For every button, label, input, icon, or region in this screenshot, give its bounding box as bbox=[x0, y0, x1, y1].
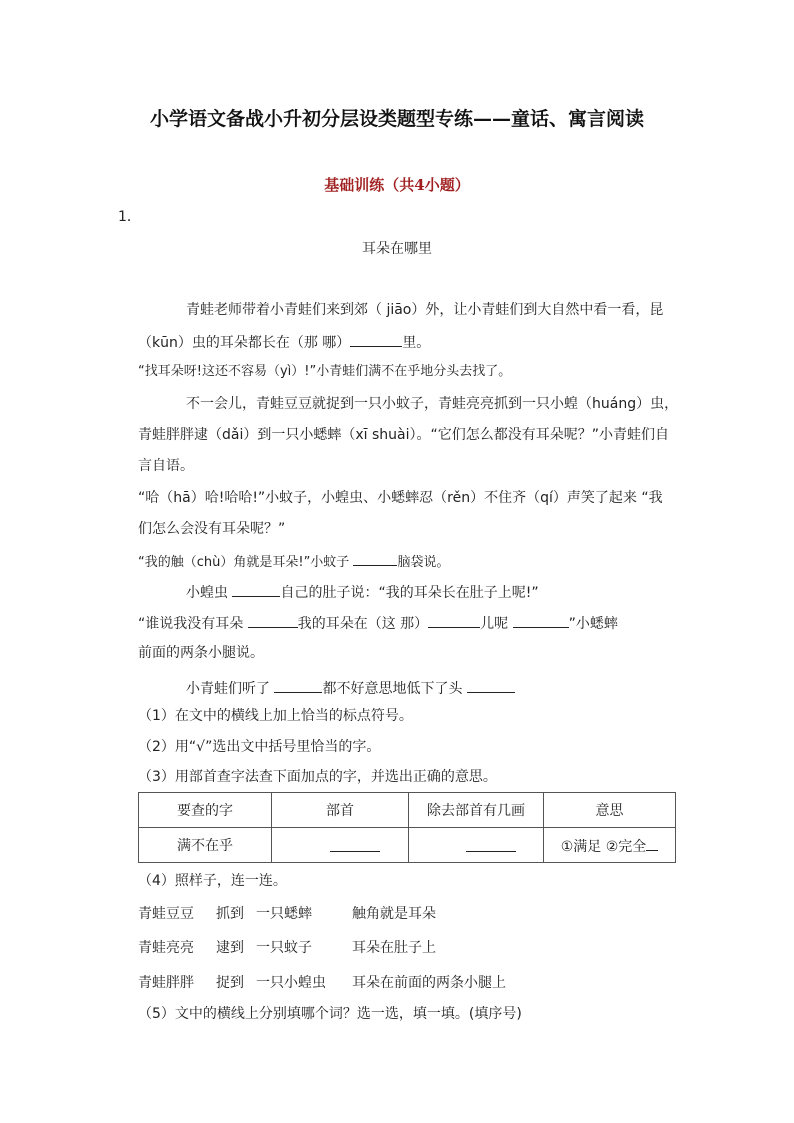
passage-line: 们怎么会没有耳朵呢？” bbox=[138, 521, 286, 537]
match-subject[interactable]: 青蛙豆豆 bbox=[138, 906, 194, 922]
table-header-row bbox=[139, 793, 676, 828]
question-4: （4）照样子，连一连。 bbox=[138, 873, 287, 889]
table-row bbox=[139, 828, 676, 863]
story-title: 耳朵在哪里 bbox=[362, 241, 432, 257]
passage-text: 我的耳朵在（这 那） bbox=[297, 616, 429, 632]
passage-text: 都不好意思地低下了头 bbox=[322, 681, 467, 697]
passage-line: 青蛙胖胖逮（dǎi）到一只小蟋蟀（xī shuài）。“它们怎么都没有耳朵呢？”小青蛙们自 bbox=[138, 427, 669, 443]
passage-line bbox=[186, 580, 539, 603]
question-5: （5）文中的横线上分别填哪个词？选一选，填一填。(填序号) bbox=[138, 1006, 522, 1022]
table-header: 意思 bbox=[544, 793, 676, 828]
answer-blank[interactable] bbox=[353, 549, 397, 566]
match-row bbox=[138, 973, 506, 993]
answer-blank[interactable] bbox=[513, 611, 569, 628]
match-verb[interactable]: 捉到 bbox=[216, 975, 244, 991]
passage-text: 小青蛙们听了 bbox=[186, 681, 275, 697]
table-cell-blank[interactable] bbox=[272, 828, 409, 863]
match-row bbox=[138, 904, 436, 924]
passage-line: “找耳朵呀!这还不容易（yì）!”小青蛙们满不在乎地分头去找了。 bbox=[138, 364, 512, 379]
passage-line: 言自语。 bbox=[138, 458, 194, 474]
question-2: （2）用“√”选出文中括号里恰当的字。 bbox=[138, 739, 381, 755]
radical-lookup-table bbox=[138, 792, 676, 863]
question-number: 1． bbox=[118, 209, 141, 225]
answer-blank[interactable] bbox=[466, 835, 516, 852]
passage-line: 前面的两条小腿说。 bbox=[138, 645, 264, 661]
document-title: 小学语文备战小升初分层设类题型专练——童话、寓言阅读 bbox=[149, 108, 644, 130]
passage-line bbox=[186, 676, 515, 699]
passage-line: 青蛙老师带着小青蛙们来到郊（ jiāo）外，让小青蛙们到大自然中看一看，昆 bbox=[186, 302, 664, 318]
passage-text: 小蝗虫 bbox=[186, 585, 233, 601]
passage-line bbox=[138, 611, 618, 634]
match-subject[interactable]: 青蛙亮亮 bbox=[138, 940, 194, 956]
passage-text: 脑袋说。 bbox=[397, 555, 450, 570]
answer-blank[interactable] bbox=[467, 676, 515, 693]
passage-text: “谁说我没有耳朵 bbox=[138, 616, 248, 632]
answer-blank[interactable] bbox=[428, 611, 480, 628]
match-object[interactable]: 一只小蝗虫 bbox=[256, 975, 326, 991]
table-header: 除去部首有几画 bbox=[409, 793, 544, 828]
passage-line bbox=[138, 549, 449, 573]
table-header: 要查的字 bbox=[139, 793, 272, 828]
match-verb[interactable]: 抓到 bbox=[216, 906, 244, 922]
passage-text: 自己的肚子说：“我的耳朵长在肚子上呢!” bbox=[280, 585, 539, 601]
match-object[interactable]: 一只蚊子 bbox=[256, 940, 312, 956]
table-header: 部首 bbox=[272, 793, 409, 828]
match-verb[interactable]: 逮到 bbox=[216, 940, 244, 956]
answer-blank[interactable] bbox=[350, 330, 402, 347]
table-cell bbox=[544, 828, 676, 863]
question-3: （3）用部首查字法查下面加点的字，并选出正确的意思。 bbox=[138, 769, 497, 785]
table-cell: 满不在乎 bbox=[139, 828, 272, 863]
passage-text: （kūn）虫的耳朵都长在（那 哪） bbox=[138, 335, 351, 351]
answer-blank[interactable] bbox=[232, 580, 280, 597]
match-row bbox=[138, 938, 436, 958]
match-ear[interactable]: 耳朵在前面的两条小腿上 bbox=[352, 975, 506, 991]
passage-text: 里。 bbox=[402, 335, 431, 351]
meaning-options: ①满足 ②完全 bbox=[560, 839, 647, 855]
section-heading: 基础训练（共4小题） bbox=[324, 176, 470, 194]
answer-blank[interactable] bbox=[646, 834, 658, 851]
passage-line bbox=[138, 330, 430, 353]
passage-text: ”小蟋蟀 bbox=[568, 616, 618, 632]
match-object[interactable]: 一只蟋蟀 bbox=[256, 906, 312, 922]
question-1: （1）在文中的横线上加上恰当的标点符号。 bbox=[138, 708, 413, 724]
answer-blank[interactable] bbox=[274, 676, 322, 693]
passage-text: 儿呢 bbox=[480, 616, 513, 632]
table-cell-blank[interactable] bbox=[409, 828, 544, 863]
match-ear[interactable]: 耳朵在肚子上 bbox=[352, 940, 436, 956]
answer-blank[interactable] bbox=[330, 835, 380, 852]
answer-blank[interactable] bbox=[248, 611, 298, 628]
passage-line: “哈（hā）哈!哈哈!”小蚊子，小蝗虫、小蟋蟀忍（rěn）不住齐（qí）声笑了起来 “我 bbox=[138, 490, 663, 506]
match-subject[interactable]: 青蛙胖胖 bbox=[138, 975, 194, 991]
match-ear[interactable]: 触角就是耳朵 bbox=[352, 906, 436, 922]
passage-text: “我的触（chù）角就是耳朵!”小蚊子 bbox=[138, 555, 354, 570]
passage-line: 不一会儿，青蛙豆豆就捉到一只小蚊子，青蛙亮亮抓到一只小蝗（huáng）虫， bbox=[186, 396, 679, 412]
